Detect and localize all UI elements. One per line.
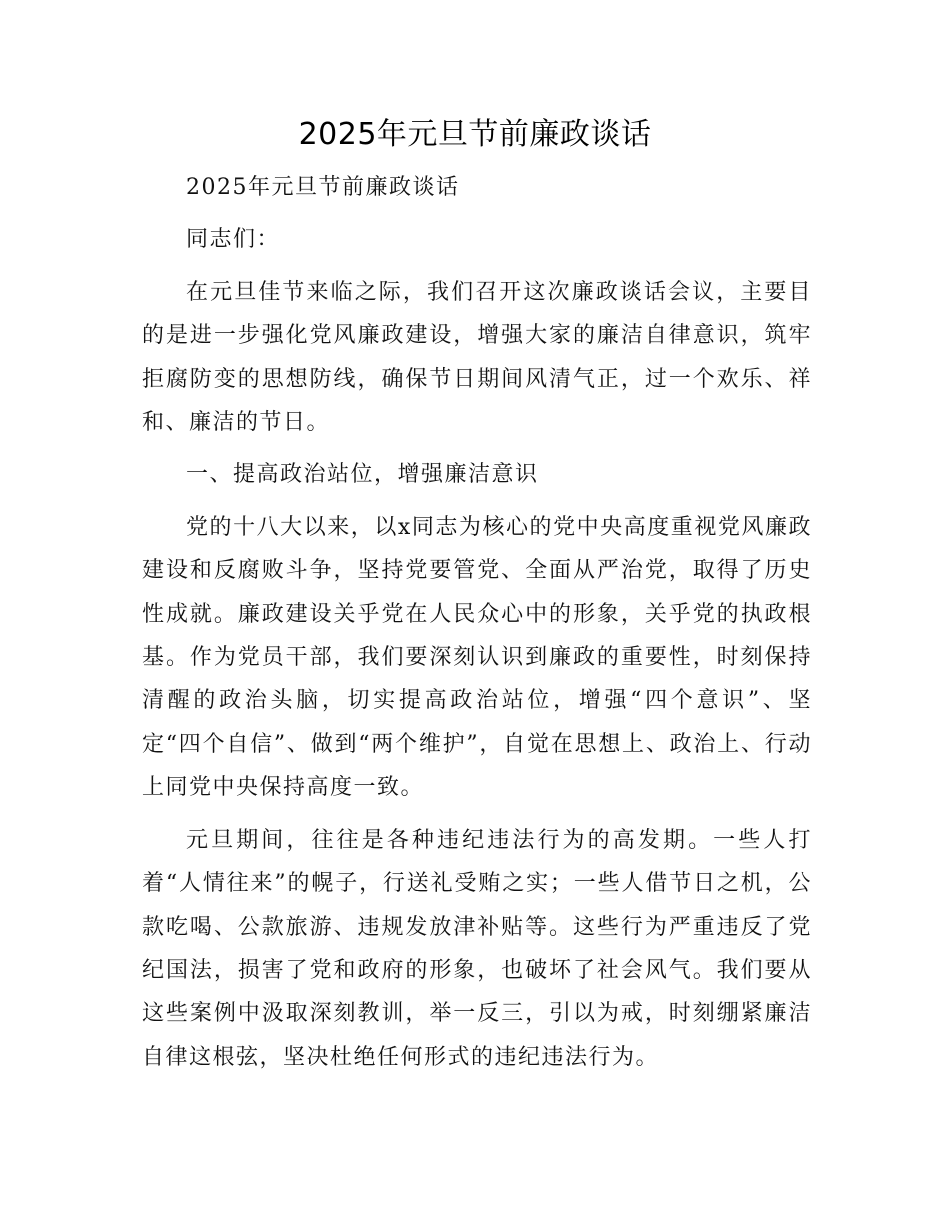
document-title: 2025年元旦节前廉政谈话 <box>298 117 652 152</box>
document-body <box>142 166 812 1088</box>
paragraph-intro: 在元旦佳节来临之际，我们召开这次廉政谈话会议，主要目的是进一步强化党风廉政建设，增强大家的廉洁自律意识，筑牢拒腐防变的思想防线，确保节日期间风清气正，过一个欢乐、祥和、廉洁的节日。 <box>142 279 812 436</box>
paragraph-subtitle: 2025年元旦节前廉政谈话 <box>186 175 460 200</box>
paragraph-section-1-b: 元旦期间，往往是各种违纪违法行为的高发期。一些人打着“人情往来”的幌子，行送礼受贿之实；一些人借节日之机，公款吃喝、公款旅游、违规发放津补贴等。这些行为严重违反了党纪国法，损害了党和政府的形象，也破坏了社会风气。我们要从这些案例中汲取深刻教训，举一反三，引以为戒，时刻绷紧廉洁自律这根弦，坚决杜绝任何形式的违纪违法行为。 <box>142 827 812 1070</box>
paragraph-salutation: 同志们： <box>186 227 281 253</box>
paragraph-section-1-a: 党的十八大以来，以x同志为核心的党中央高度重视党风廉政建设和反腐败斗争，坚持党要管党、全面从严治党，取得了历史性成就。廉政建设关乎党在人民众心中的形象，关乎党的执政根基。作为党员干部，我们要深刻认识到廉政的重要性，时刻保持清醒的政治头脑，切实提高政治站位，增强“四个意识”、坚定“四个自信”、做到“两个维护”，自觉在思想上、政治上、行动上同党中央保持高度一致。 <box>142 514 812 801</box>
section-heading-1: 一、提高政治站位，增强廉洁意识 <box>186 462 539 488</box>
